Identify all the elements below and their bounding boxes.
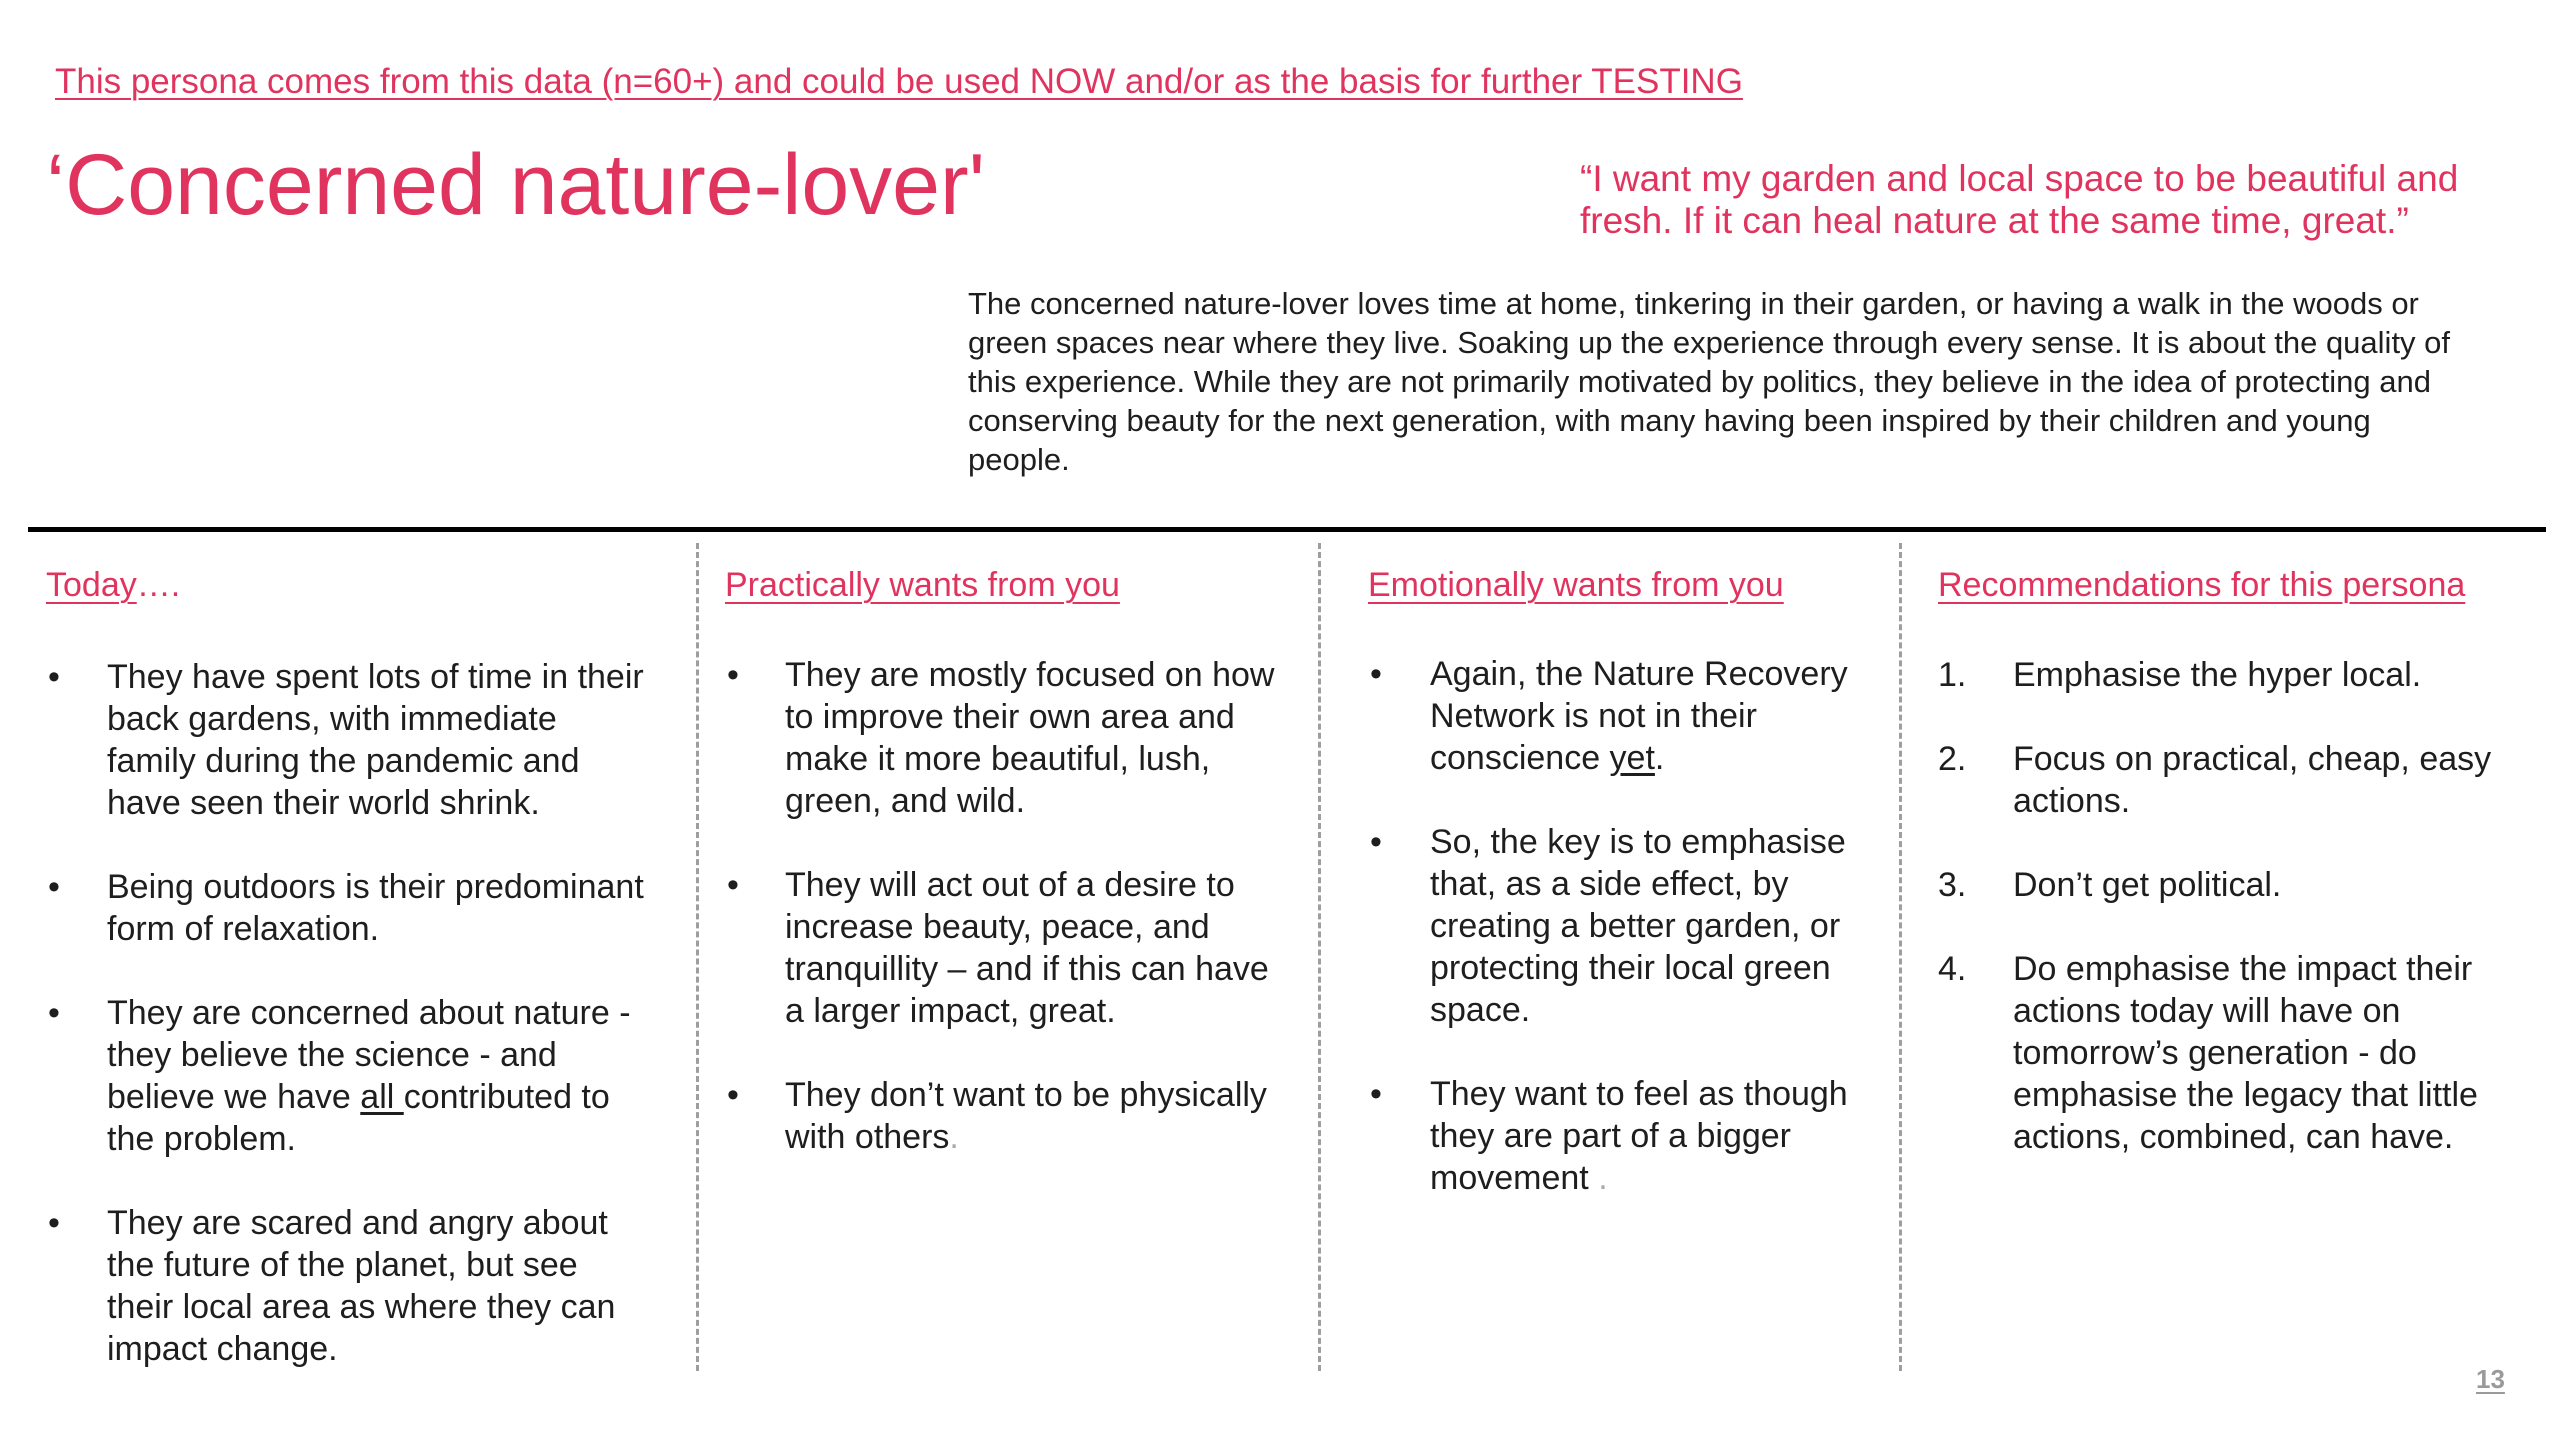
list-item: 2. Focus on practical, cheap, easy actions. xyxy=(1938,740,2492,820)
persona-source-note: This persona comes from this data (n=60+) and could be used NOW and/or as the basis for further TESTING xyxy=(55,62,1743,101)
page-number: 13 xyxy=(2476,1364,2505,1394)
column-separator xyxy=(1899,543,1902,1371)
bullet-icon: • xyxy=(1370,1075,1382,1113)
emphasis-text: yet xyxy=(1609,739,1655,777)
bullet-icon: • xyxy=(48,1204,60,1242)
bullet-icon: • xyxy=(727,656,739,694)
practical-wants-heading: Practically wants from you xyxy=(725,566,1120,604)
list-item: 4. Do emphasise the impact their actions today will have on tomorrow’s generation - do emphasise the legacy that little actions, combined, can have. xyxy=(1938,950,2478,1156)
today-list xyxy=(46,656,646,1370)
emotional-wants-list xyxy=(1368,653,1878,1199)
list-number: 2. xyxy=(1938,740,1967,778)
bullet-icon: • xyxy=(48,994,60,1032)
list-item: • They have spent lots of time in their back gardens, with immediate family during the pandemic and have seen their world shrink. xyxy=(48,658,644,822)
bullet-icon: • xyxy=(1370,823,1382,861)
emotional-wants-column xyxy=(1368,566,1878,1241)
persona-quote: “I want my garden and local space to be beautiful and fresh. If it can heal nature at the same time, great.” xyxy=(1580,158,2459,241)
bullet-icon: • xyxy=(48,658,60,696)
list-item: • So, the key is to emphasise that, as a side effect, by creating a better garden, or protecting their local green space. xyxy=(1370,823,1846,1029)
list-item: • They are mostly focused on how to improve their own area and make it more beautiful, lush, green, and wild. xyxy=(727,656,1275,820)
persona-description: The concerned nature-lover loves time at home, tinkering in their garden, or having a walk in the woods or green spaces near where they live. Soaking up the experience through every sense. It is about the quality of this experience. While they are not primarily motivated by politics, they believe in the idea of protecting and conserving beauty for the next generation, with many having been inspired by their children and young people. xyxy=(968,286,2451,477)
recommendations-heading: Recommendations for this persona xyxy=(1938,566,2466,604)
list-item: • They want to feel as though they are part of a bigger movement . xyxy=(1370,1075,1848,1197)
list-number: 4. xyxy=(1938,950,1967,988)
recommendations-column xyxy=(1938,566,2518,1200)
recommendations-list xyxy=(1938,654,2518,1158)
list-item: • They are scared and angry about the future of the planet, but see their local area as where they can impact change. xyxy=(48,1204,616,1368)
column-separator xyxy=(1318,543,1321,1371)
column-separator xyxy=(696,543,699,1371)
list-item: • Being outdoors is their predominant form of relaxation. xyxy=(48,868,644,948)
list-item: 1. Emphasise the hyper local. xyxy=(1938,656,2422,694)
list-item: • They will act out of a desire to increase beauty, peace, and tranquillity – and if this can have a larger impact, great. xyxy=(727,866,1269,1030)
list-number: 3. xyxy=(1938,866,1967,904)
today-column xyxy=(46,566,646,1412)
bullet-icon: • xyxy=(1370,655,1382,693)
practical-wants-column xyxy=(725,566,1285,1200)
practical-wants-list xyxy=(725,654,1285,1158)
list-item: • They are concerned about nature - they believe the science - and believe we have all contributed to the problem. xyxy=(48,994,631,1158)
emotional-wants-heading: Emotionally wants from you xyxy=(1368,566,1784,604)
list-number: 1. xyxy=(1938,656,1967,694)
today-heading: Today…. xyxy=(46,566,181,604)
list-item: • Again, the Nature Recovery Network is not in their conscience yet. xyxy=(1370,655,1848,777)
persona-title: ‘Concerned nature-lover' xyxy=(46,137,986,233)
emphasis-text: all xyxy=(360,1078,404,1116)
bullet-icon: • xyxy=(727,1076,739,1114)
list-item: 3. Don’t get political. xyxy=(1938,866,2282,904)
bullet-icon: • xyxy=(48,868,60,906)
bullet-icon: • xyxy=(727,866,739,904)
section-divider xyxy=(28,527,2546,532)
list-item: • They don’t want to be physically with others. xyxy=(727,1076,1267,1156)
